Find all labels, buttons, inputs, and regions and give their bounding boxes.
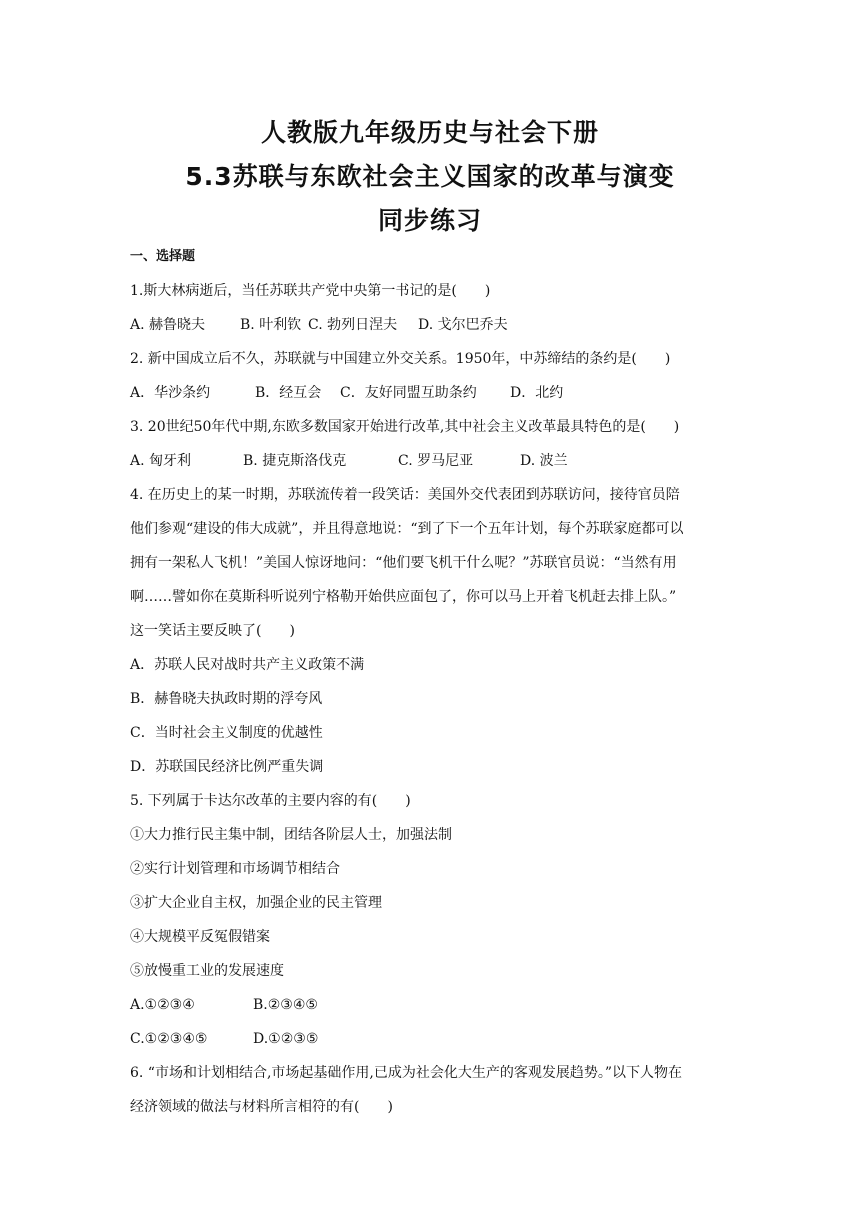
q1-option-b: B. 叶利钦 — [240, 317, 302, 333]
q5-option-b: B.②③④⑤ — [253, 997, 318, 1013]
q4-option-d: D．苏联国民经济比例严重失调 — [130, 759, 324, 775]
document-title-line2: 5.3苏联与东欧社会主义国家的改革与演变 — [185, 162, 675, 191]
q5-item-1: ①大力推行民主集中制，团结各阶层人士，加强法制 — [130, 827, 452, 843]
q5-option-a: A.①②③④ — [130, 997, 195, 1013]
q2-option-b: B．经互会 — [255, 385, 322, 401]
question-3-options — [130, 451, 750, 471]
question-5-options-row2 — [130, 1029, 750, 1049]
q5-item-2: ②实行计划管理和市场调节相结合 — [130, 861, 340, 877]
q5-item-4: ④大规模平反冤假错案 — [130, 929, 270, 945]
q5-option-d: D.①②③⑤ — [253, 1031, 319, 1047]
q4-option-b: B．赫鲁晓夫执政时期的浮夸风 — [130, 691, 323, 707]
q3-option-d: D. 波兰 — [520, 453, 568, 469]
question-6-stem-line2: 经济领域的做法与材料所言相符的有( ) — [130, 1099, 393, 1115]
q1-option-a: A. 赫鲁晓夫 — [130, 317, 206, 333]
q2-option-c: C．友好同盟互助条约 — [340, 385, 477, 401]
question-4-stem-line1: 4. 在历史上的某一时期，苏联流传着一段笑话：美国外交代表团到苏联访问，接待官员陪 — [130, 487, 680, 503]
question-1-stem: 1.斯大林病逝后，当任苏联共产党中央第一书记的是( ) — [130, 283, 491, 299]
q2-option-d: D．北约 — [510, 385, 564, 401]
question-5-stem: 5. 下列属于卡达尔改革的主要内容的有( ) — [130, 793, 411, 809]
q2-option-a: A．华沙条约 — [130, 385, 211, 401]
q3-option-c: C. 罗马尼亚 — [398, 453, 474, 469]
q5-item-3: ③扩大企业自主权，加强企业的民主管理 — [130, 895, 382, 911]
question-6-stem-line1: 6. “市场和计划相结合,市场起基础作用,已成为社会化大生产的客观发展趋势。”以下人物在 — [130, 1065, 683, 1081]
q4-option-a: A．苏联人民对战时共产主义政策不满 — [130, 657, 365, 673]
question-4-stem-line5: 这一笑话主要反映了( ) — [130, 623, 295, 639]
document-title-line3: 同步练习 — [377, 206, 482, 235]
q3-option-a: A. 匈牙利 — [130, 453, 192, 469]
question-2-options — [130, 383, 750, 403]
q1-option-d: D. 戈尔巴乔夫 — [418, 317, 508, 333]
q5-option-c: C.①②③④⑤ — [130, 1031, 208, 1047]
document-title-line1: 人教版九年级历史与社会下册 — [260, 118, 599, 147]
q3-option-b: B. 捷克斯洛伐克 — [243, 453, 347, 469]
question-1-options — [130, 315, 750, 335]
q5-item-5: ⑤放慢重工业的发展速度 — [130, 963, 284, 979]
q1-option-c: C. 勃列日涅夫 — [308, 317, 398, 333]
question-2-stem: 2. 新中国成立后不久，苏联就与中国建立外交关系。1950年，中苏缔结的条约是( ) — [130, 351, 671, 367]
question-4-stem-line2: 他们参观“建设的伟大成就”，并且得意地说：“到了下一个五年计划，每个苏联家庭都可以 — [130, 521, 684, 537]
question-3-stem: 3. 20世纪50年代中期,东欧多数国家开始进行改革,其中社会主义改革最具特色的是( ) — [130, 419, 680, 435]
question-4-stem-line3: 拥有一架私人飞机！”美国人惊讶地问：“他们要飞机干什么呢？”苏联官员说：“当然有用 — [130, 555, 677, 571]
q4-option-c: C．当时社会主义制度的优越性 — [130, 725, 323, 741]
question-4-stem-line4: 啊……譬如你在莫斯科听说列宁格勒开始供应面包了，你可以马上开着飞机赶去排上队。” — [130, 589, 677, 605]
question-5-options-row1 — [130, 995, 750, 1015]
section-heading: 一、选择题 — [130, 249, 196, 264]
